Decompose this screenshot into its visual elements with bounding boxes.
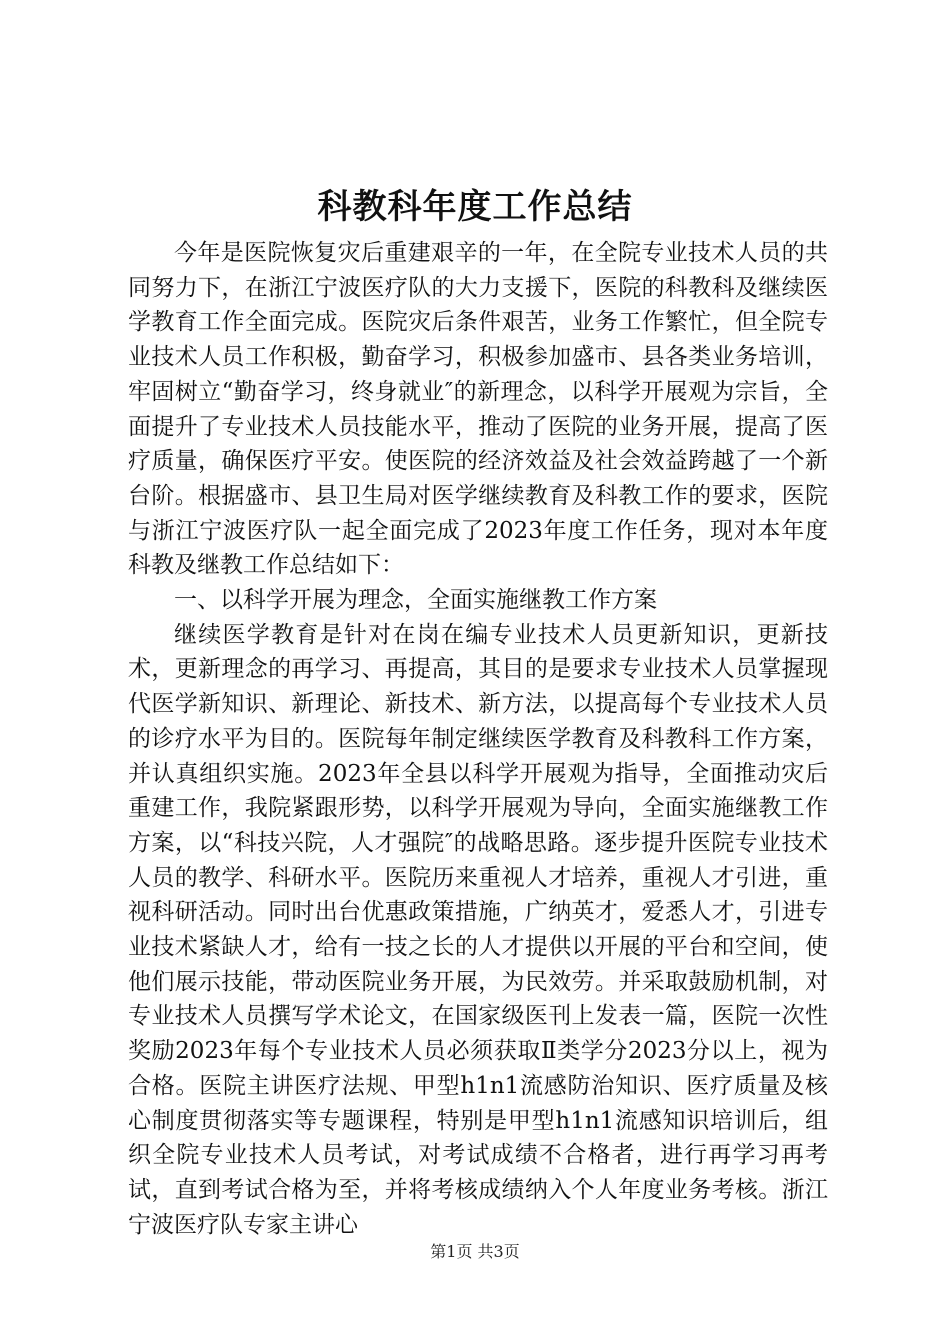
paragraph-section-1: 继续医学教育是针对在岗在编专业技术人员更新知识，更新技术，更新理念的再学习、再提高，其目的是要求专业技术人员掌握现代医学新知识、新理论、新技术、新方法，以提高每个专业技术人员的诊疗水平为目的。医院每年制定继续医学教育及科教科工作方案，并认真组织实施。2023年全县以科学开展观为指导，全面推动灾后重建工作，我院紧跟形势，以科学开展观为导向，全面实施继教工作方案，以“科技兴院，人才强院″的战略思路。逐步提升医院专业技术人员的教学、科研水平。医院历来重视人才培养，重视人才引进，重视科研活动。同时出台优惠政策措施，广纳英才，爱悉人才，引进专业技术紧缺人才，给有一技之长的人才提供以开展的平台和空间，使他们展示技能，带动医院业务开展，为民效劳。并采取鼓励机制，对专业技术人员撰写学术论文，在国家级医刊上发表一篇，医院一次性奖励2023年每个专业技术人员必须获取Ⅱ类学分2023分以上，视为合格。医院主讲医疗法规、甲型h1n1流感防治知识、医疗质量及核心制度贯彻落实等专题课程，特别是甲型h1n1流感知识培训后，组织全院专业技术人员考试，对考试成绩不合格者，进行再学习再考试，直到考试合格为至，并将考核成绩纳入个人年度业务考核。浙江宁波医疗队专家主讲心 bbox=[128, 621, 828, 1238]
document-body bbox=[128, 236, 828, 1242]
document-title: 科教科年度工作总结 bbox=[317, 187, 633, 227]
paragraph-intro: 今年是医院恢复灾后重建艰辛的一年，在全院专业技术人员的共同努力下，在浙江宁波医疗队的大力支援下，医院的科教科及继续医学教育工作全面完成。医院灾后条件艰苦，业务工作繁忙，但全院专业技术人员工作积极，勤奋学习，积极参加盛市、县各类业务培训，牢固树立“勤奋学习，终身就业″的新理念，以科学开展观为宗旨，全面提升了专业技术人员技能水平，推动了医院的业务开展，提高了医疗质量，确保医疗平安。使医院的经济效益及社会效益跨越了一个新台阶。根据盛市、县卫生局对医学继续教育及科教工作的要求，医院与浙江宁波医疗队一起全面完成了2023年度工作任务，现对本年度科教及继教工作总结如下： bbox=[128, 240, 828, 579]
page-indicator: 第1页 共3页 bbox=[430, 1242, 520, 1261]
section-heading-1: 一、以科学开展为理念，全面实施继教工作方案 bbox=[174, 587, 657, 614]
